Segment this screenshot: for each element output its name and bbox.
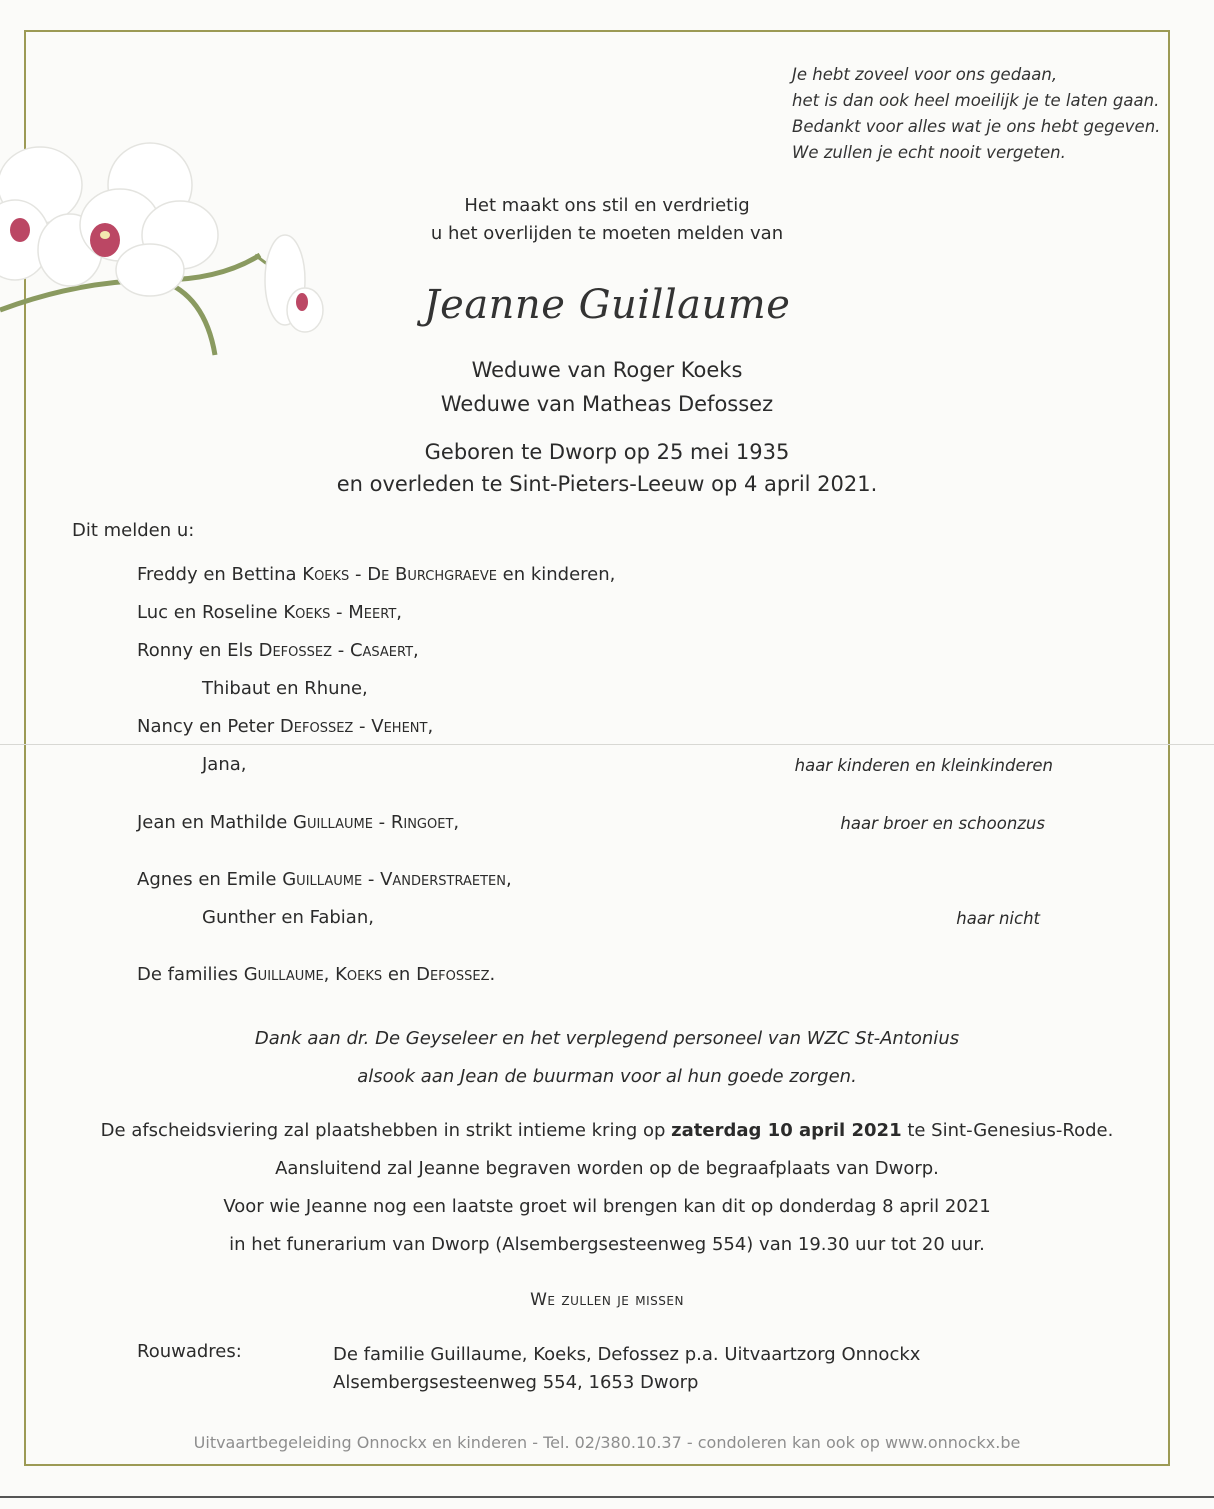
intro-line: u het overlijden te moeten melden van [430, 223, 784, 244]
separator: , [323, 964, 336, 985]
birth-death [0, 436, 1214, 500]
poem [792, 62, 1160, 166]
family-line: Thibaut en Rhune, [202, 678, 368, 699]
family-given-names: Nancy en Peter [137, 716, 280, 737]
family-prefix: De families [137, 964, 244, 985]
family-suffix: , [505, 869, 512, 890]
family-surname: Defossez [416, 964, 490, 985]
family-line: Jana, [202, 754, 247, 775]
family-line [137, 869, 512, 890]
thanks-line: Dank aan dr. De Geyseleer en het verplegend personeel van WZC St-Antonius [254, 1028, 960, 1049]
family-line [137, 640, 419, 661]
separator: en [382, 964, 417, 985]
family-suffix: , [413, 640, 419, 661]
address-line: De familie Guillaume, Koeks, Defossez p.a. Uitvaartzorg Onnockx [333, 1344, 921, 1365]
family-suffix: , [453, 812, 460, 833]
family-given-names: Jean en Mathilde [137, 812, 293, 833]
family-surnames: Defossez - Casaert [258, 640, 414, 661]
thanks-line: alsook aan Jean de buurman voor al hun goede zorgen. [357, 1066, 857, 1087]
address-block [333, 1341, 920, 1397]
family-given-names: Ronny en Els [137, 640, 259, 661]
family-surnames: Koeks - De Burchgraeve [302, 564, 497, 585]
footer-text: Uitvaartbegeleiding Onnockx en kinderen - Tel. 02/380.10.37 - condoleren kan ook op www.onnockx.be [193, 1433, 1021, 1452]
ceremony-location: te Sint-Genesius-Rode. [901, 1120, 1114, 1141]
family-suffix: en kinderen, [496, 564, 616, 585]
family-suffix: , [427, 716, 434, 737]
family-line [137, 812, 459, 833]
thanks-text [0, 1020, 1214, 1096]
announce-label: Dit melden u: [72, 520, 195, 541]
orchid-image [0, 130, 340, 380]
family-line [137, 716, 433, 737]
family-surnames: Guillaume - Vanderstraeten [282, 869, 506, 890]
family-suffix: . [489, 964, 496, 985]
address-line: Alsembergsesteenweg 554, 1653 Dworp [333, 1372, 699, 1393]
poem-line: het is dan ook heel moeilijk je te laten gaan. [792, 91, 1160, 110]
family-suffix: , [396, 602, 402, 623]
poem-line: Je hebt zoveel voor ons gedaan, [792, 65, 1058, 84]
burial-line: Aansluitend zal Jeanne begraven worden op de begraafplaats van Dworp. [275, 1158, 939, 1179]
visitation-place-line: in het funerarium van Dworp (Alsembergsesteenweg 554) van 19.30 uur tot 20 uur. [229, 1234, 985, 1255]
closing-text: We zullen je missen [530, 1290, 684, 1310]
ceremony-text: De afscheidsviering zal plaatshebben in strikt intieme kring op [100, 1120, 672, 1141]
family-line [137, 964, 495, 985]
intro-text [0, 192, 1214, 248]
fold-line [0, 744, 1214, 745]
family-surname: Guillaume [243, 964, 324, 985]
family-given-names: Agnes en Emile [137, 869, 283, 890]
scan-edge-line [0, 1496, 1214, 1498]
relation-label: haar broer en schoonzus [840, 814, 1045, 833]
family-surnames: Defossez - Vehent [279, 716, 428, 737]
family-given-names: Freddy en Bettina [137, 564, 303, 585]
ceremony-line [0, 1112, 1214, 1150]
family-given-names: Luc en Roseline [137, 602, 284, 623]
widow-line: Weduwe van Roger Koeks [471, 358, 743, 382]
intro-line: Het maakt ons stil en verdrietig [464, 195, 750, 216]
relation-label: haar kinderen en kleinkinderen [794, 756, 1053, 775]
death-line: en overleden te Sint-Pieters-Leeuw op 4 april 2021. [336, 472, 878, 496]
poem-line: Bedankt voor alles wat je ons hebt gegeven. [792, 117, 1161, 136]
address-label: Rouwadres: [137, 1341, 242, 1362]
family-surnames: Koeks - Meert [283, 602, 397, 623]
deceased-name: Jeanne Guillaume [423, 282, 791, 328]
widow-line: Weduwe van Matheas Defossez [440, 392, 774, 416]
poem-line: We zullen je echt nooit vergeten. [792, 143, 1066, 162]
family-surname: Koeks [335, 964, 383, 985]
family-line [137, 602, 402, 623]
family-line: Gunther en Fabian, [202, 907, 374, 928]
widow-lines [0, 353, 1214, 421]
relation-label: haar nicht [956, 909, 1040, 928]
ceremony-date: zaterdag 10 april 2021 [671, 1120, 902, 1141]
visitation-line: Voor wie Jeanne nog een laatste groet wil brengen kan dit op donderdag 8 april 2021 [223, 1196, 991, 1217]
family-line [137, 564, 615, 585]
birth-line: Geboren te Dworp op 25 mei 1935 [424, 440, 790, 464]
ceremony-info [0, 1112, 1214, 1264]
family-surnames: Guillaume - Ringoet [293, 812, 454, 833]
